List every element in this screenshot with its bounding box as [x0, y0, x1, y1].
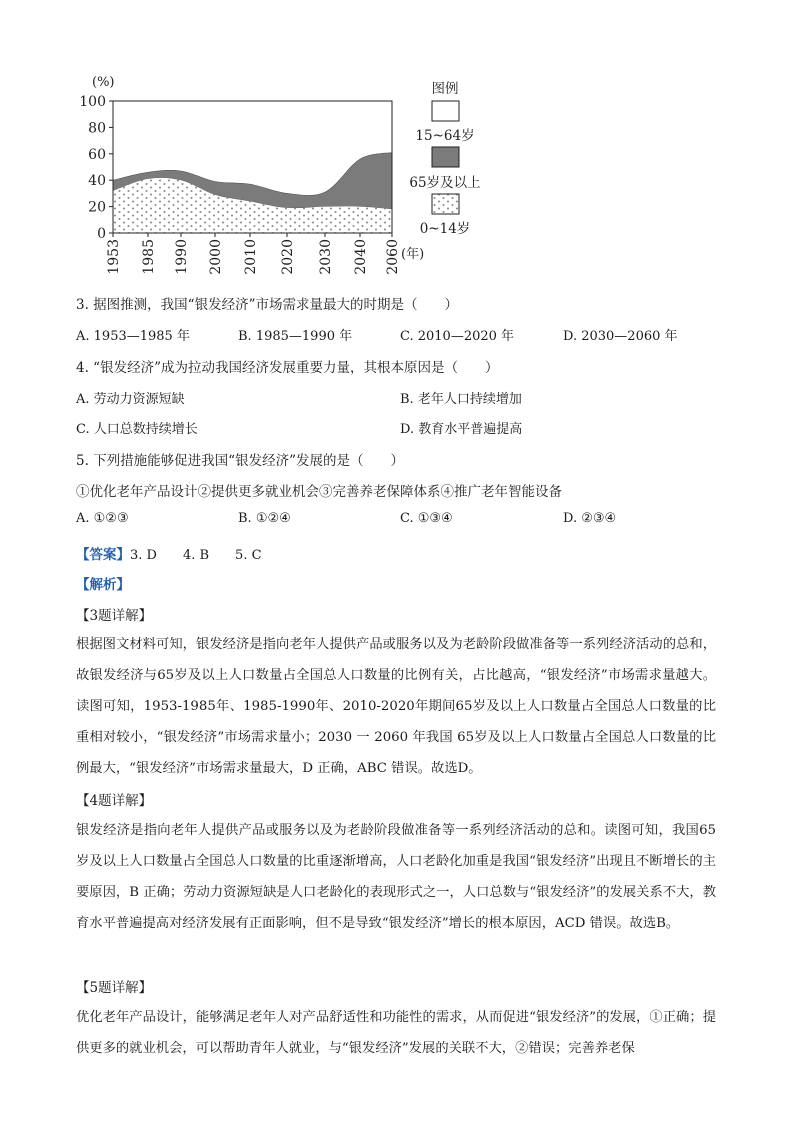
q4-option-a: A. 劳动力资源短缺: [76, 392, 185, 407]
x-tick-label: 2010: [243, 239, 259, 275]
question-5-statements: ①优化老年产品设计②提供更多就业机会③完善养老保障体系④推广老年智能设备: [76, 484, 562, 500]
x-tick-label: 1985: [141, 239, 157, 275]
q4-option-c: C. 人口总数持续增长: [76, 422, 198, 437]
y-tick-label: 20: [88, 199, 106, 216]
q5-option-b: B. ①②④: [238, 511, 291, 526]
legend-label-2: 0~14岁: [419, 221, 471, 237]
legend-swatch-0: [432, 101, 459, 121]
legend-swatch-1: [432, 147, 459, 167]
legend-swatch-2: [432, 194, 459, 214]
y-tick-label: 80: [88, 120, 106, 137]
question-5-stem: 5. 下列措施能够促进我国“银发经济”发展的是（ ）: [76, 453, 404, 469]
question-4-stem: 4. “银发经济”成为拉动我国经济发展重要力量，其根本原因是（ ）: [76, 360, 499, 376]
x-tick-label: 2060: [385, 239, 401, 275]
explanation-4-heading: 【4题详解】: [76, 793, 153, 809]
answer-line: [76, 543, 262, 563]
legend-label-1: 65岁及以上: [409, 175, 481, 191]
x-tick-label: 2040: [353, 239, 369, 275]
x-tick-label: 1990: [174, 239, 190, 275]
y-tick-label: 60: [88, 146, 106, 163]
explanation-5-text: 优化老年产品设计，能够满足老年人对产品舒适性和功能性的需求，从而促进“银发经济”的发展，①正确；提供更多的就业机会，可以帮助青年人就业，与“银发经济”发展的关联不大，②错误；完善养老保: [76, 1010, 716, 1056]
q4-option-b: B. 老年人口持续增加: [400, 392, 522, 407]
explanation-3-text: 根据图文材料可知，银发经济是指向老年人提供产品或服务以及为老龄阶段做准备等一系列经济活动的总和，故银发经济与65岁及以上人口数量占全国总人口数量的比例有关，占比越高，“银发经济”市场需求量越大。读图可知，1953-1985年、1985-1990年、2010-2020年期间65岁及以上人口数量占全国总人口数量的比重相对较小，“银发经济”市场需求量小；2030 一 2060 年我国 65岁及以上人口数量占全国总人口数量的比例最大，“银发经济”市场需求量最大，D 正确，ABC 错误。故选D。: [76, 637, 716, 776]
q3-option-d: D. 2030—2060 年: [563, 329, 678, 344]
q3-option-a: A. 1953—1985 年: [76, 329, 190, 344]
explanation-5-heading: 【5题详解】: [76, 980, 153, 996]
q5-option-a: A. ①②③: [76, 511, 129, 526]
population-age-chart: [0, 0, 794, 285]
y-tick-label: 100: [79, 94, 106, 110]
q3-option-b: B. 1985—1990 年: [238, 329, 353, 344]
q3-option-c: C. 2010—2020 年: [400, 329, 515, 344]
x-tick-label: 1953: [106, 239, 122, 275]
explanation-3-heading: 【3题详解】: [76, 608, 153, 624]
explanation-4-text: 银发经济是指向老年人提供产品或服务以及为老龄阶段做准备等一系列经济活动的总和。读图可知，我国65岁及以上人口数量占全国总人口数量的比重逐渐增高，人口老龄化加重是我国“银发经济”出现且不断增长的主要原因，B 正确；劳动力资源短缺是人口老龄化的表现形式之一，人口总数与“银发经济”的发展关系不大，教育水平普遍提高对经济发展有正面影响，但不是导致“银发经济”增长的根本原因，ACD 错误。故选B。: [76, 823, 716, 931]
answer-text: 3. D 4. B 5. C: [130, 548, 262, 563]
y-unit-label: (%): [92, 75, 115, 90]
q5-option-d: D. ②③④: [563, 511, 617, 526]
y-tick-label: 40: [88, 173, 106, 190]
x-unit-label: (年): [401, 247, 425, 262]
answer-label: 【答案】: [76, 547, 130, 563]
x-tick-label: 2020: [280, 239, 296, 275]
analysis-label: 【解析】: [76, 577, 130, 593]
x-tick-label: 2000: [208, 239, 224, 275]
y-tick-label: 0: [97, 226, 106, 242]
legend-label-0: 15~64岁: [415, 128, 475, 144]
q5-option-c: C. ①③④: [400, 511, 453, 526]
question-3-stem: 3. 据图推测，我国“银发经济”市场需求量最大的时期是（ ）: [76, 297, 458, 313]
q4-option-d: D. 教育水平普遍提高: [400, 422, 523, 437]
x-tick-label: 2030: [318, 239, 334, 275]
legend-title: 图例: [431, 81, 459, 97]
